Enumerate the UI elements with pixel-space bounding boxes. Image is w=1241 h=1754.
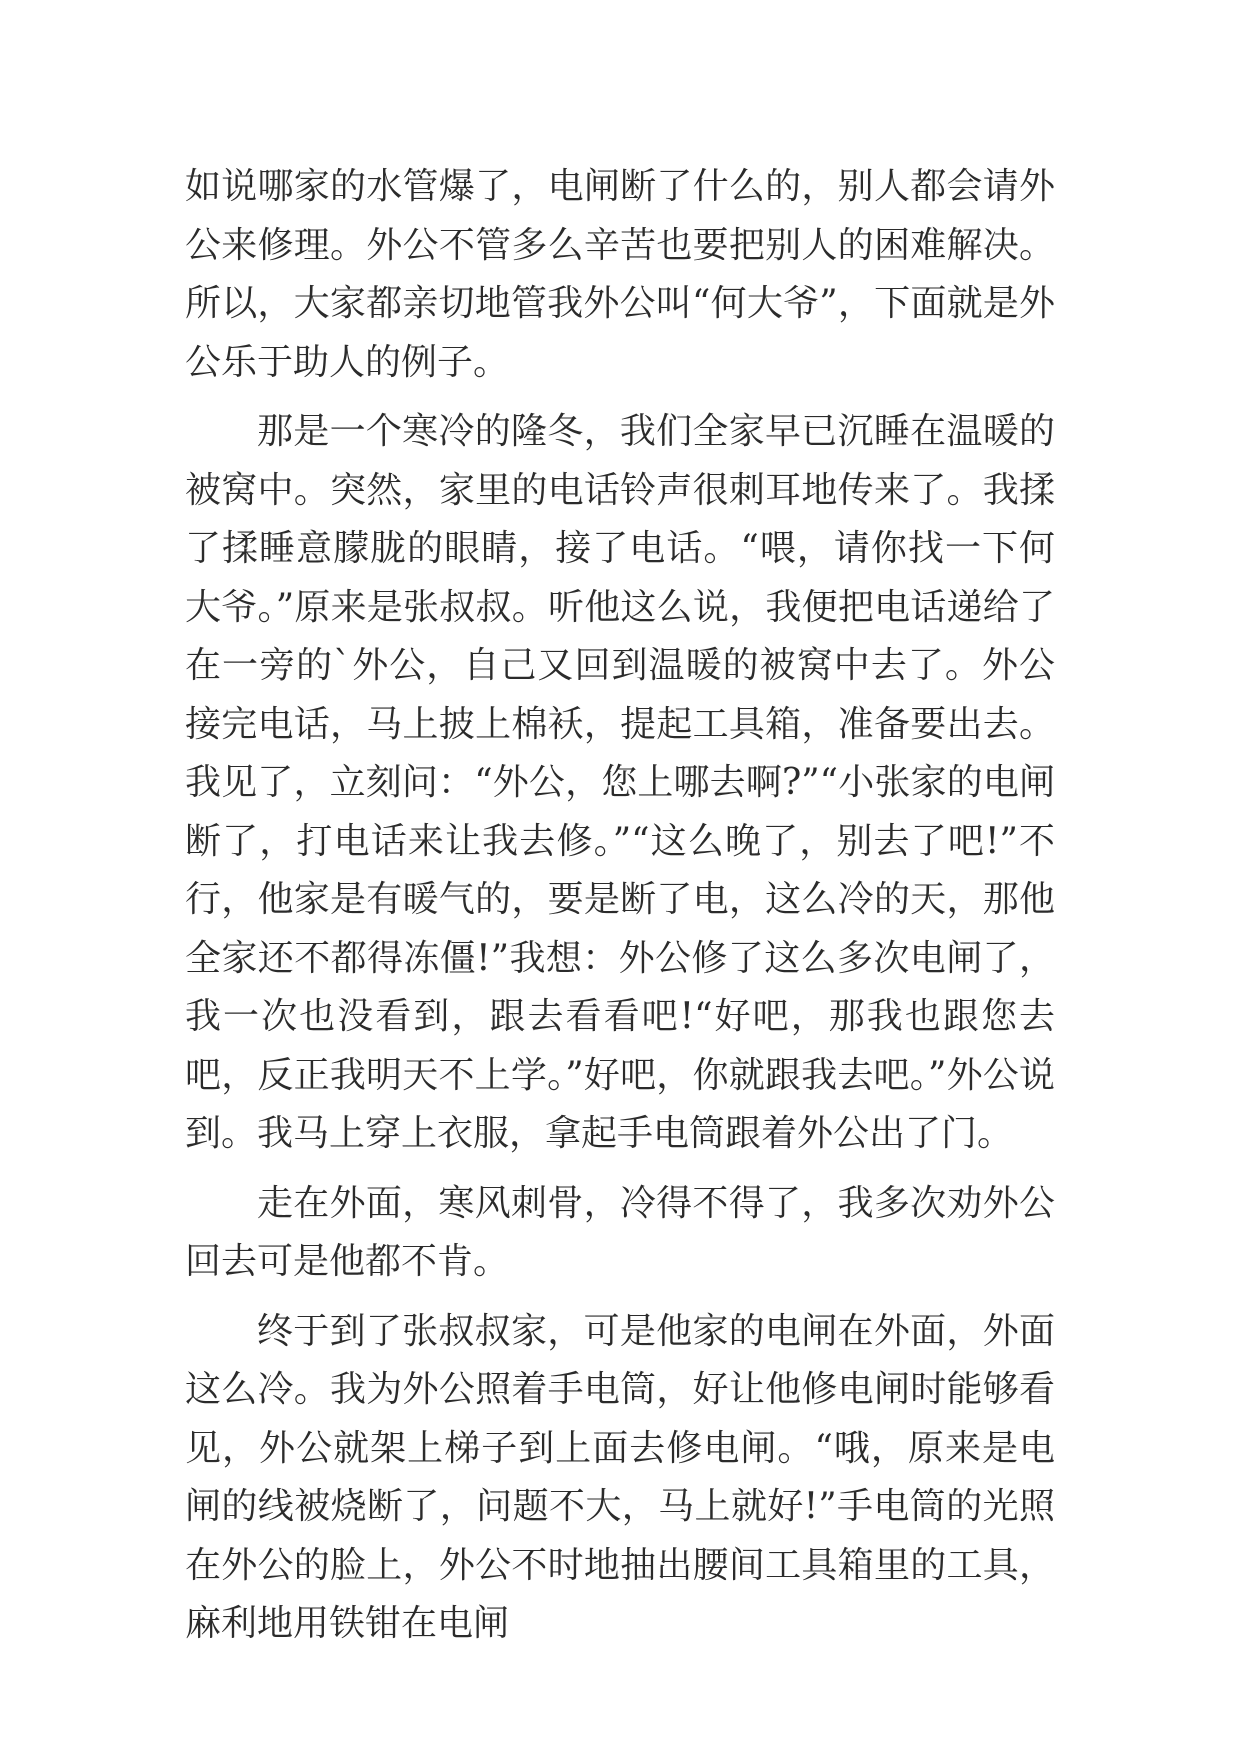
paragraph-2: 那是一个寒冷的隆冬，我们全家早已沉睡在温暖的被窝中。突然，家里的电话铃声很刺耳地传来了。我揉了揉睡意朦胧的眼睛，接了电话。“喂，请你找一下何大爷。”原来是张叔叔。听他这么说，我便把电话递给了在一旁的`外公，自己又回到温暖的被窝中去了。外公接完电话，马上披上棉袄，提起工具箱，准备要出去。我见了，立刻问：“外公，您上哪去啊?”“小张家的电闸断了，打电话来让我去修。”“这么晚了，别去了吧!”不行，他家是有暖气的，要是断了电，这么冷的天，那他全家还不都得冻僵!”我想：外公修了这么多次电闸了，我一次也没看到，跟去看看吧!“好吧，那我也跟您去吧，反正我明天不上学。”好吧，你就跟我去吧。”外公说到。我马上穿上衣服，拿起手电筒跟着外公出了门。 <box>185 411 1055 1154</box>
body-text <box>185 158 1055 1665</box>
paragraph-4: 终于到了张叔叔家，可是他家的电闸在外面，外面这么冷。我为外公照着手电筒，好让他修电闸时能够看见，外公就架上梯子到上面去修电闸。“哦，原来是电闸的线被烧断了，问题不大，马上就好!”手电筒的光照在外公的脸上，外公不时地抽出腰间工具箱里的工具，麻利地用铁钳在电闸 <box>185 1310 1055 1644</box>
paragraph-1: 如说哪家的水管爆了，电闸断了什么的，别人都会请外公来修理。外公不管多么辛苦也要把别人的困难解决。所以，大家都亲切地管我外公叫“何大爷”，下面就是外公乐于助人的例子。 <box>185 166 1055 383</box>
paragraph-3: 走在外面，寒风刺骨，冷得不得了，我多次劝外公回去可是他都不肯。 <box>185 1182 1055 1282</box>
